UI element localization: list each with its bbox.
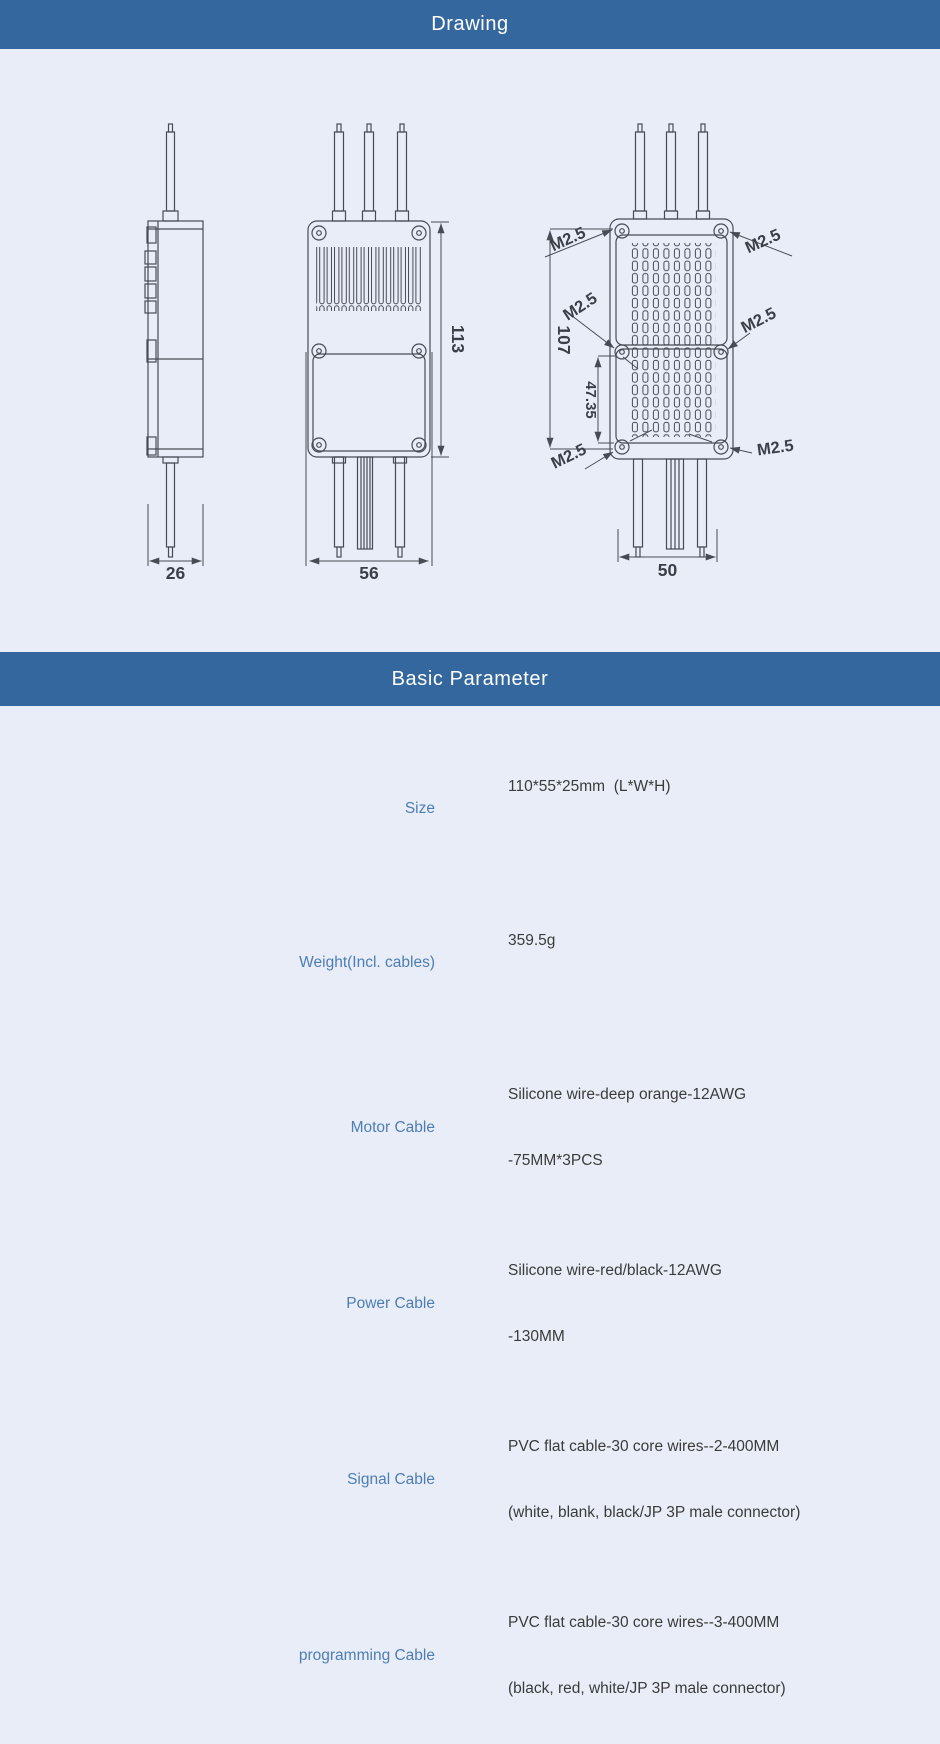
front-view bbox=[308, 124, 430, 557]
dim-screw-pitch: 47.35 bbox=[582, 381, 599, 419]
param-value: 359.5g bbox=[508, 932, 556, 949]
param-value: Silicone wire-red/black-12AWG -130MM bbox=[508, 1262, 722, 1345]
drawing-section-title: Drawing bbox=[431, 13, 509, 35]
param-label: Motor Cable bbox=[350, 1119, 435, 1136]
side-view bbox=[145, 124, 203, 557]
param-label: Power Cable bbox=[346, 1295, 435, 1312]
back-top-wires bbox=[634, 124, 710, 219]
back-bottom-wires bbox=[634, 459, 707, 557]
cooling-fins bbox=[316, 247, 422, 311]
front-bottom-wires bbox=[333, 457, 407, 557]
param-value: Silicone wire-deep orange-12AWG -75MM*3PCS bbox=[508, 1086, 747, 1169]
basic-parameter-table bbox=[0, 732, 940, 1744]
param-label: Weight(Incl. cables) bbox=[299, 954, 435, 971]
technical-drawing-section bbox=[0, 49, 940, 652]
param-label: Size bbox=[404, 800, 435, 817]
screw-label-mid-right: M2.5 bbox=[738, 304, 780, 337]
drawing-section-header bbox=[0, 0, 940, 49]
param-row-motor-cable bbox=[0, 1040, 940, 1216]
param-row-size bbox=[0, 732, 940, 886]
dim-back-width: 50 bbox=[657, 560, 678, 580]
vent-grid bbox=[628, 243, 716, 437]
screw-label-bottom-left: M2.5 bbox=[548, 440, 590, 473]
param-value: PVC flat cable-30 core wires--2-400MM (white, blank, black/JP 3P male connector) bbox=[508, 1438, 801, 1521]
parameter-section-header bbox=[0, 652, 940, 706]
dim-side-width: 26 bbox=[165, 563, 186, 583]
param-row-power-cable bbox=[0, 1216, 940, 1392]
parameter-section-title: Basic Parameter bbox=[391, 667, 549, 690]
param-row-programming-cable bbox=[0, 1568, 940, 1744]
esc-technical-drawing bbox=[0, 49, 940, 652]
screw-label-mid-left: M2.5 bbox=[559, 289, 601, 325]
dim-back-height: 107 bbox=[554, 325, 574, 355]
param-label: programming Cable bbox=[298, 1647, 435, 1664]
screw-label-top-left: M2.5 bbox=[547, 223, 589, 256]
dim-front-width: 56 bbox=[359, 563, 379, 583]
screw-label-top-right: M2.5 bbox=[742, 225, 784, 258]
param-row-weight bbox=[0, 886, 940, 1040]
param-row-signal-cable bbox=[0, 1392, 940, 1568]
back-view bbox=[610, 124, 733, 557]
front-top-wires bbox=[333, 124, 409, 221]
param-label: Signal Cable bbox=[347, 1471, 435, 1488]
screw-label-bottom-right: M2.5 bbox=[755, 436, 795, 460]
dim-front-height: 113 bbox=[448, 324, 468, 354]
param-value: PVC flat cable-30 core wires--3-400MM (black, red, white/JP 3P male connector) bbox=[508, 1614, 786, 1697]
param-value: 110*55*25mm (L*W*H) bbox=[508, 778, 671, 795]
